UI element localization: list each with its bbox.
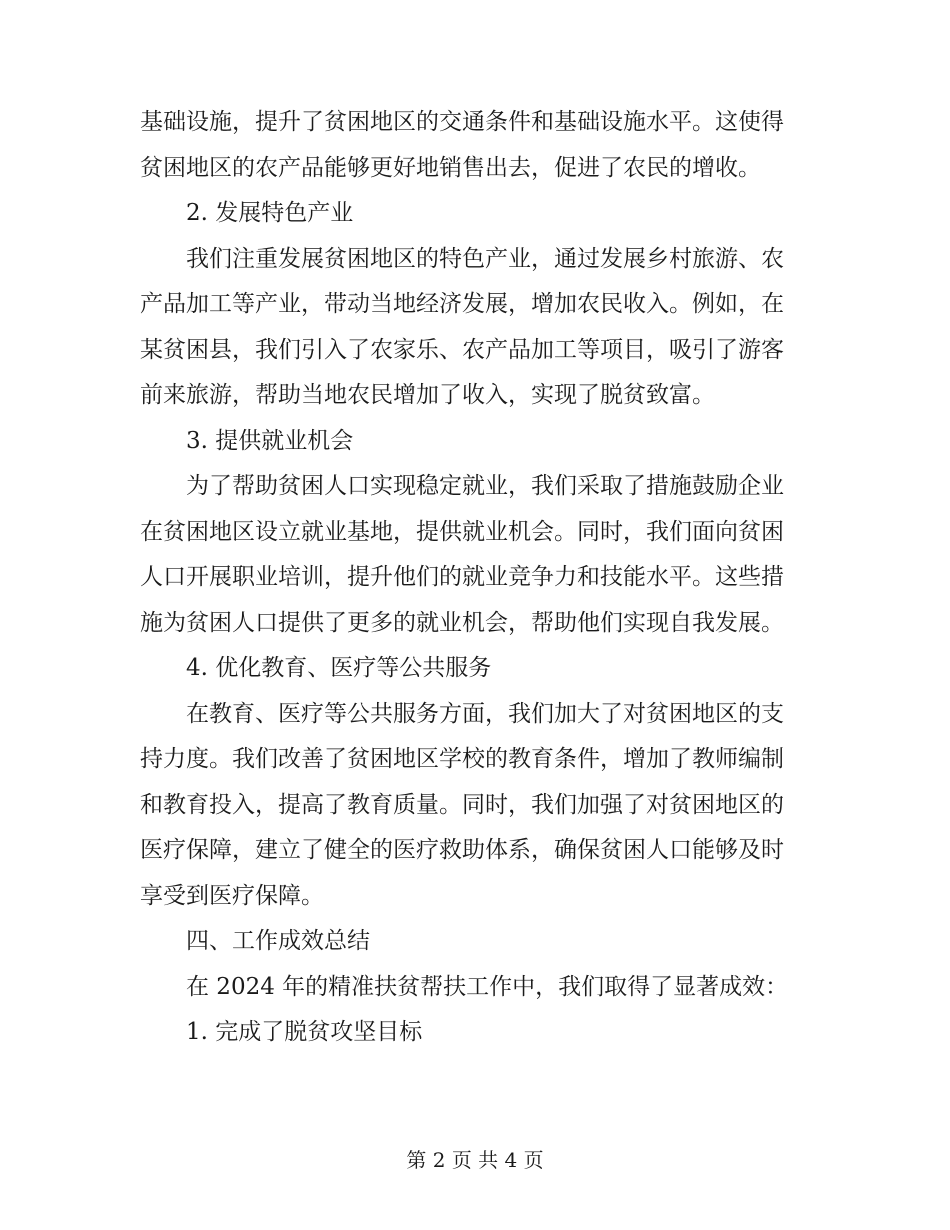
text-line: 某贫困县，我们引入了农家乐、农产品加工等项目，吸引了游客	[140, 336, 784, 363]
section-heading: 1. 完成了脱贫攻坚目标	[186, 1019, 423, 1045]
text-line: 贫困地区的农产品能够更好地销售出去，促进了农民的增收。	[140, 154, 761, 181]
section-heading: 2. 发展特色产业	[186, 200, 354, 226]
page-footer	[0, 1145, 950, 1175]
document-body	[140, 100, 812, 1056]
text-line: 前来旅游，帮助当地农民增加了收入，实现了脱贫致富。	[140, 382, 715, 408]
text-line: 施为贫困人口提供了更多的就业机会，帮助他们实现自我发展。	[140, 609, 784, 636]
text-line: 在教育、医疗等公共服务方面，我们加大了对贫困地区的支	[186, 700, 784, 727]
text-line: 医疗保障，建立了健全的医疗救助体系，确保贫困人口能够及时	[140, 837, 784, 863]
section-heading: 四、工作成效总结	[186, 928, 370, 954]
text-line: 基础设施，提升了贫困地区的交通条件和基础设施水平。这使得	[140, 109, 784, 135]
text-line: 为了帮助贫困人口实现稳定就业，我们采取了措施鼓励企业	[186, 473, 784, 499]
text-line: 人口开展职业培训，提升他们的就业竞争力和技能水平。这些措	[140, 564, 784, 590]
text-line: 我们注重发展贫困地区的特色产业，通过发展乡村旅游、农	[186, 245, 784, 272]
page-number-label: 第 2 页 共 4 页	[406, 1148, 544, 1172]
section-heading: 3. 提供就业机会	[186, 427, 354, 454]
text-line: 享受到医疗保障。	[140, 882, 324, 909]
text-line: 和教育投入，提高了教育质量。同时，我们加强了对贫困地区的	[140, 791, 784, 818]
text-line: 在贫困地区设立就业基地，提供就业机会。同时，我们面向贫困	[140, 518, 784, 545]
text-line: 在 2024 年的精准扶贫帮扶工作中，我们取得了显著成效：	[186, 973, 789, 1000]
text-line: 持力度。我们改善了贫困地区学校的教育条件，增加了教师编制	[140, 746, 784, 772]
section-heading: 4. 优化教育、医疗等公共服务	[186, 655, 492, 681]
text-line: 产品加工等产业，带动当地经济发展，增加农民收入。例如，在	[140, 291, 784, 317]
